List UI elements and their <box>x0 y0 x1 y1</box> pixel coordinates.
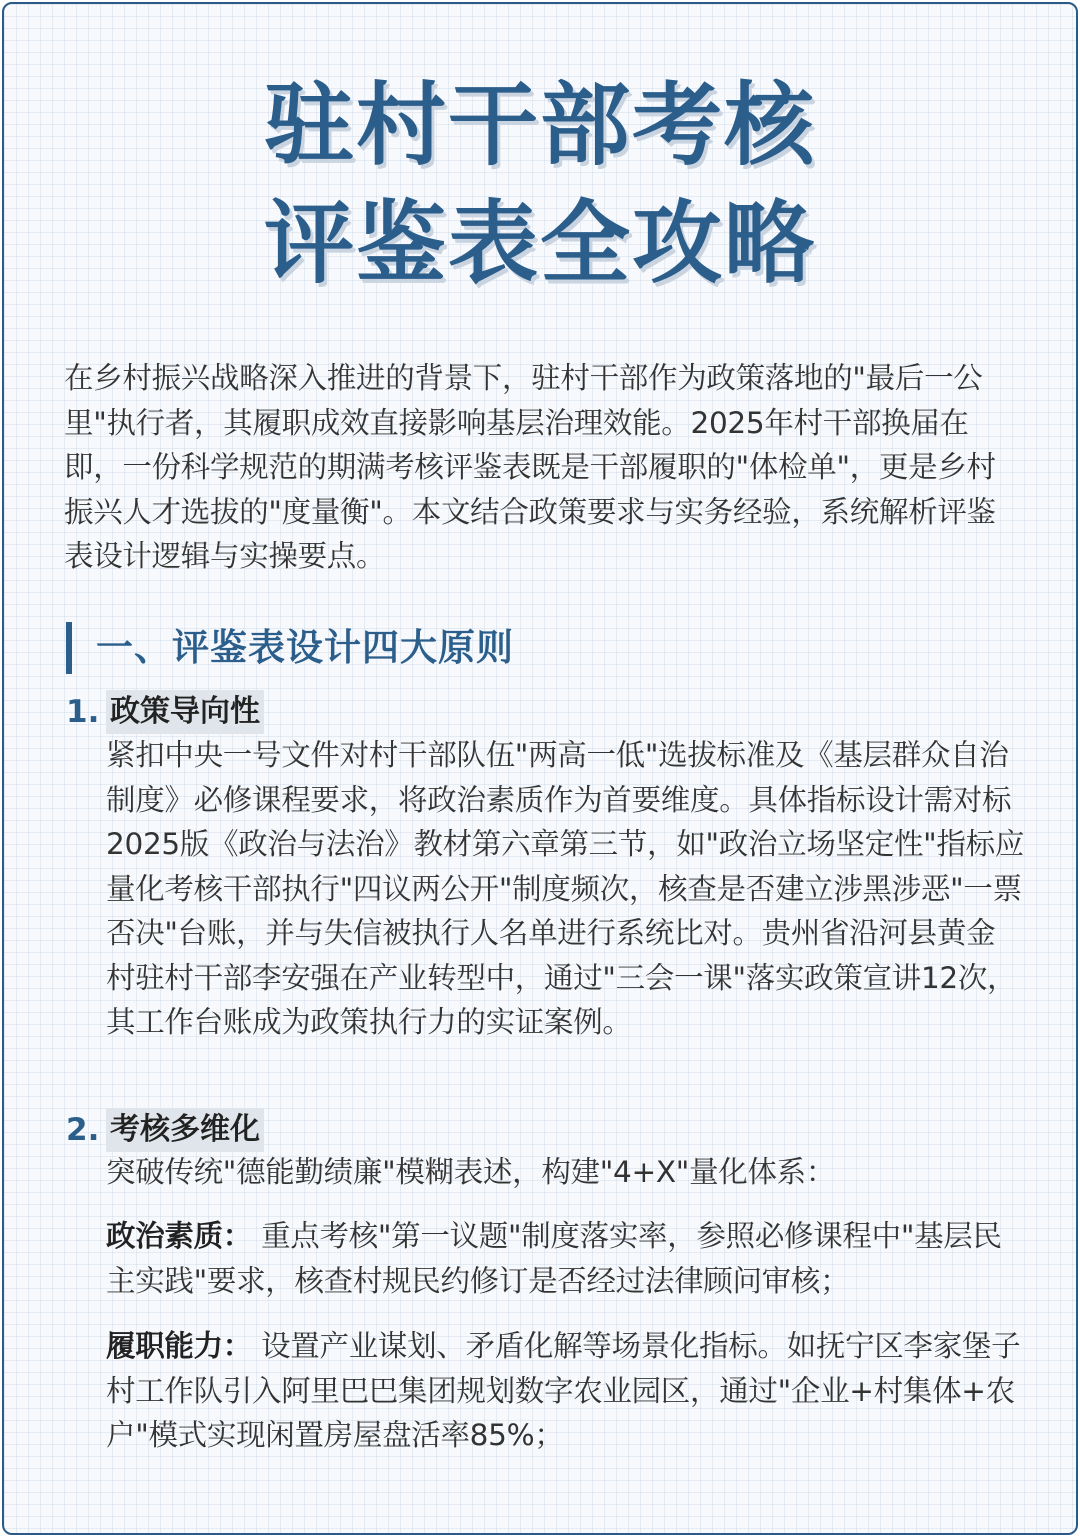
point-label: 政治素质： <box>106 1219 253 1253</box>
point-text: 设置产业谋划、矛盾化解等场景化指标。如抚宁区李家堡子村工作队引入阿里巴巴集团规划数字农业园区，通过"企业+村集体+农户"模式实现闲置房屋盘活率85%； <box>106 1329 1021 1452</box>
main-title-line-2: 评鉴表全攻略 <box>264 191 816 296</box>
item-title: 考核多维化 <box>106 1108 264 1152</box>
intro-paragraph: 在乡村振兴战略深入推进的背景下，驻村干部作为政策落地的"最后一公里"执行者，其履职成效直接影响基层治理效能。2025年村干部换届在即，一份科学规范的期满考核评鉴表既是干部履职的"体检单"，更是乡村振兴人才选拔的"度量衡"。本文结合政策要求与实务经验，系统解析评鉴表设计逻辑与实操要点。 <box>64 361 996 573</box>
main-title-line-1: 驻村干部考核 <box>264 73 816 178</box>
point-paragraph <box>106 1324 1024 1458</box>
item-number: 2. <box>66 1112 100 1148</box>
item-number: 1. <box>66 694 100 730</box>
item-body: 突破传统"德能勤绩廉"模糊表述，构建"4+X"量化体系： <box>106 1155 836 1189</box>
section-accent-bar <box>66 622 72 674</box>
item-body: 紧扣中央一号文件对村干部队伍"两高一低"选拔标准及《基层群众自治制度》必修课程要求，将政治素质作为首要维度。具体指标设计需对标2025版《政治与法治》教材第六章第三节，如"政治立场坚定性"指标应量化考核干部执行"四议两公开"制度频次，核查是否建立涉黑涉恶"一票否决"台账，并与失信被执行人名单进行系统比对。贵州省沿河县黄金村驻村干部李安强在产业转型中，通过"三会一课"落实政策宣讲12次，其工作台账成为政策执行力的实证案例。 <box>106 738 1025 1039</box>
point-label: 履职能力： <box>106 1329 253 1363</box>
point-text: 重点考核"第一议题"制度落实率，参照必修课程中"基层民主实践"要求，核查村规民约修订是否经过法律顾问审核； <box>106 1219 1002 1298</box>
article-card <box>2 2 1078 1535</box>
section-heading: 一、评鉴表设计四大原则 <box>96 626 514 669</box>
item-title: 政策导向性 <box>106 690 264 734</box>
point-paragraph <box>106 1214 1024 1303</box>
